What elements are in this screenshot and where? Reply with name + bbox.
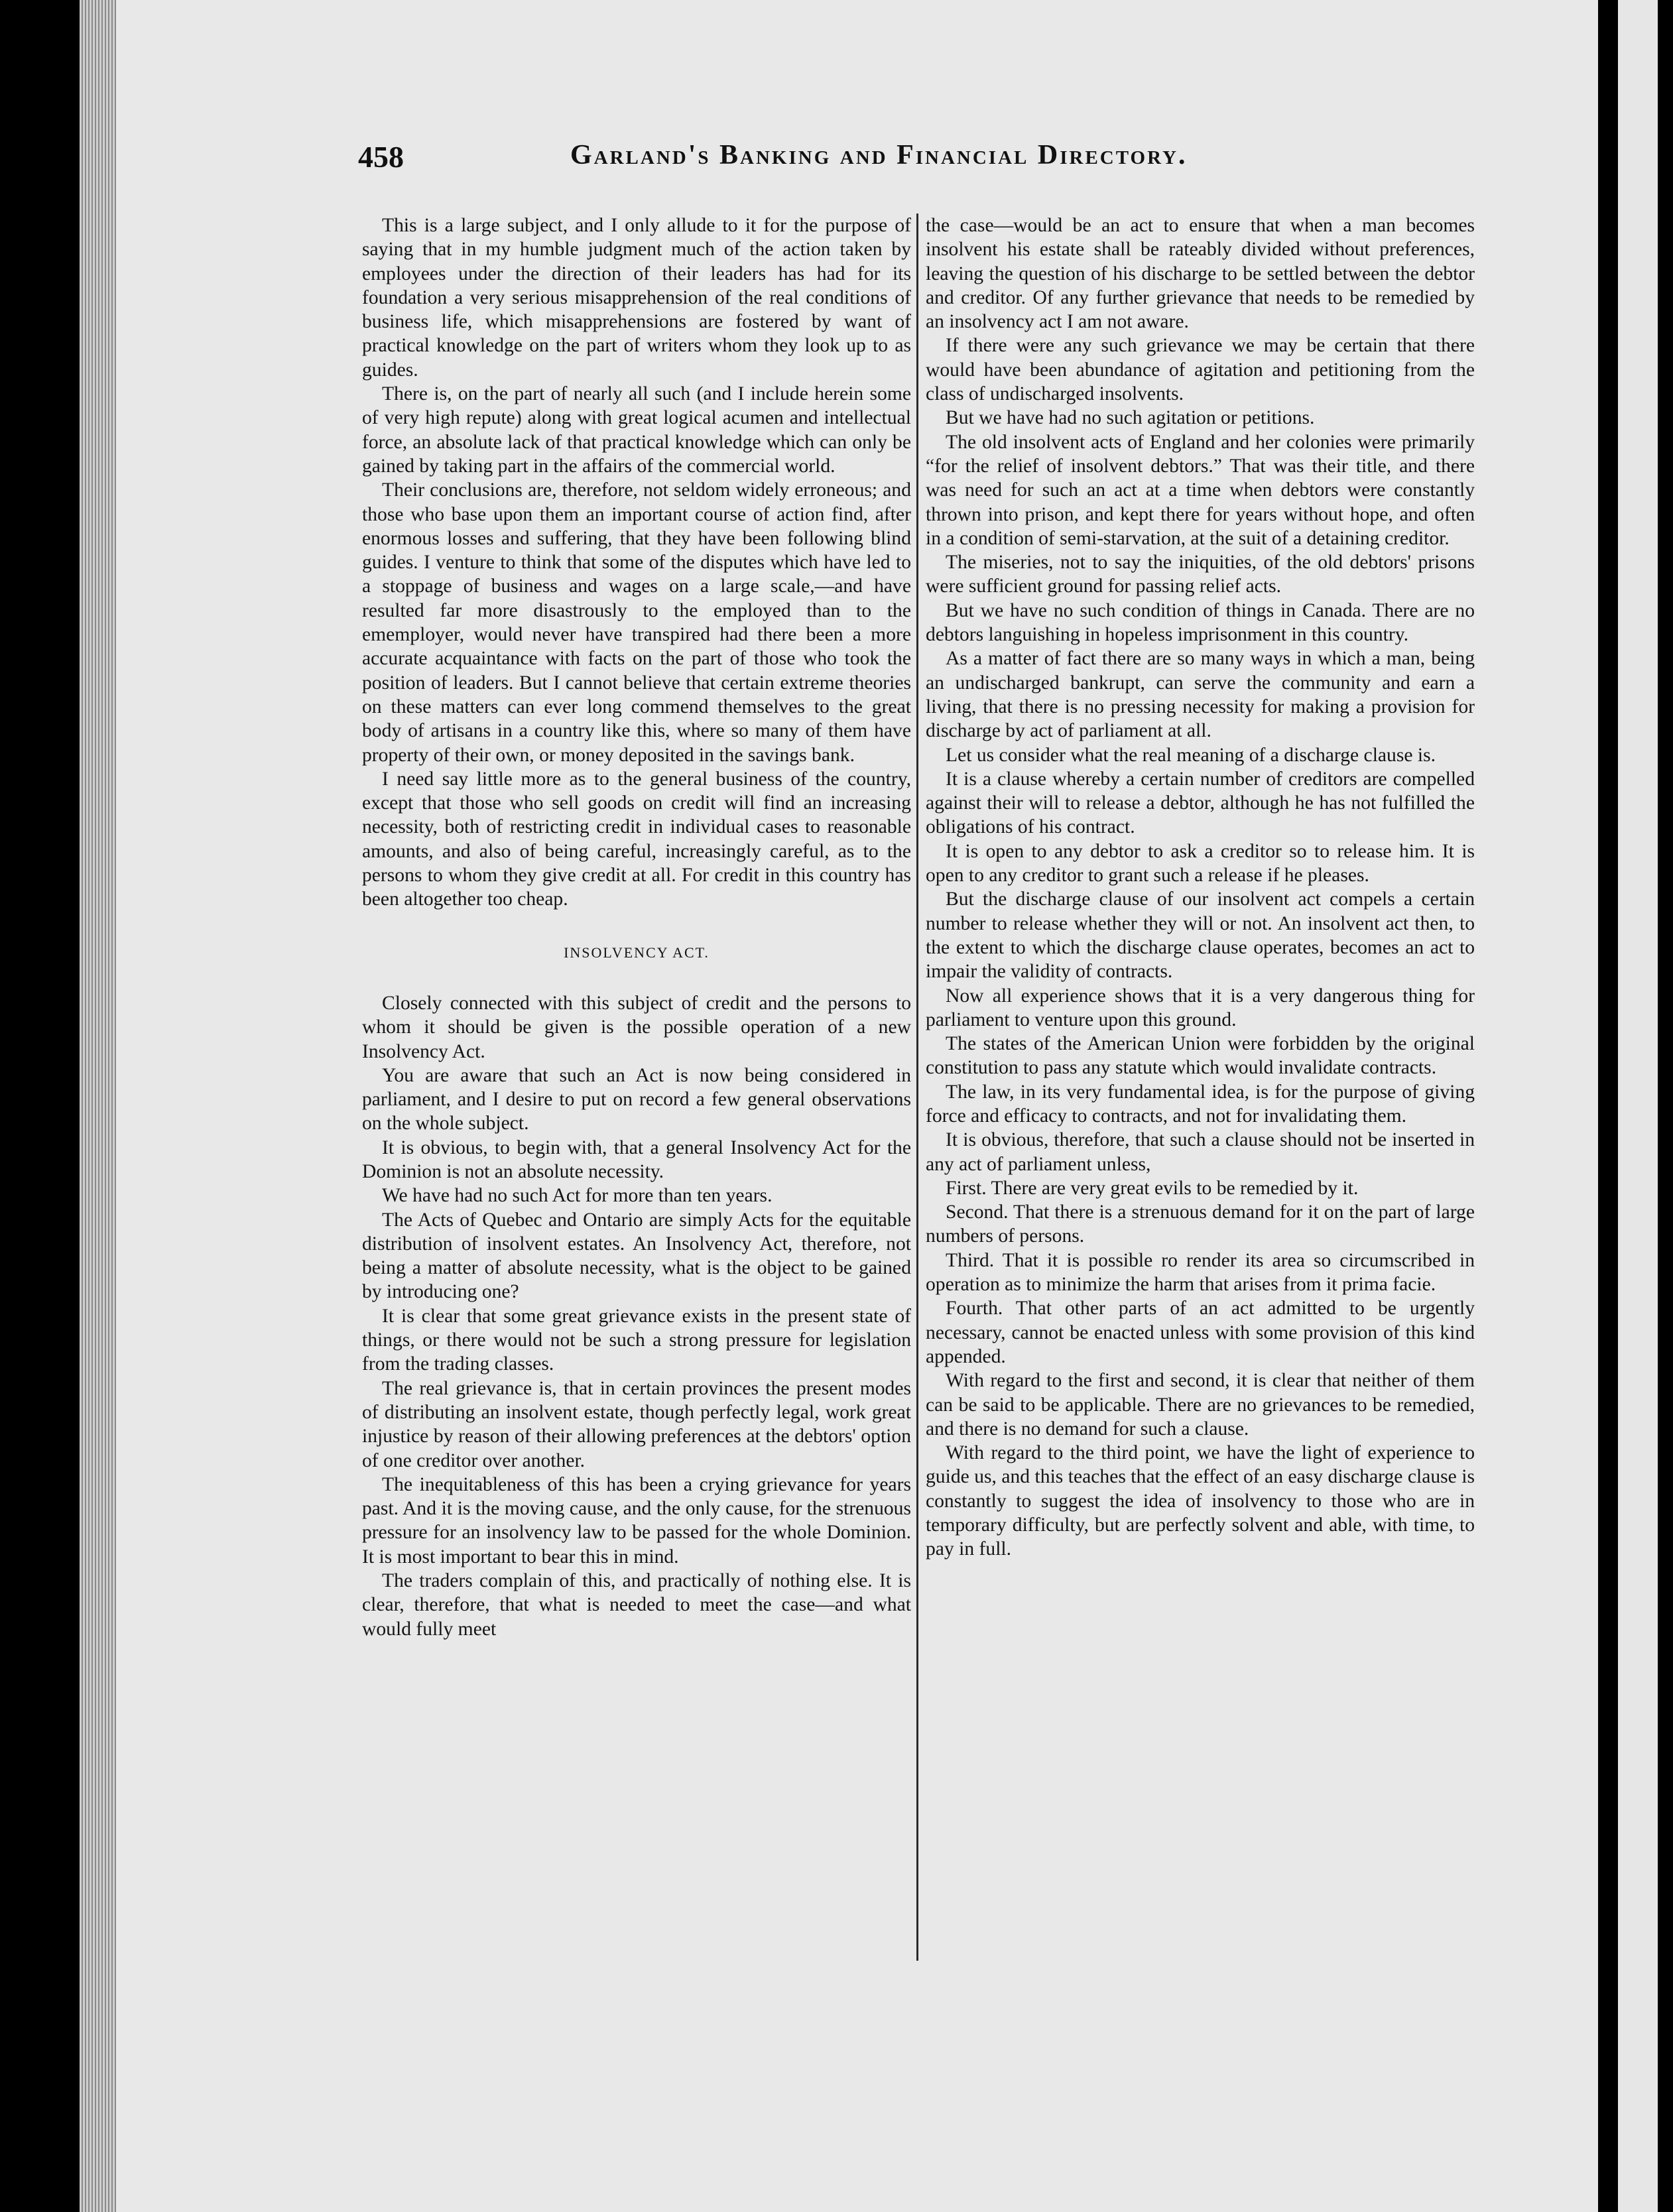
paragraph: It is open to any debtor to ask a creditor so to release him. It is open to any creditor to grant such a release if he pleases. bbox=[926, 840, 1475, 887]
paragraph: The real grievance is, that in certain provinces the present modes of distributing an insolvent estate, though perfectly legal, work great injustice by reason of their allowing preferences at the debtors' option of one creditor over another. bbox=[362, 1377, 911, 1471]
paragraph: Closely connected with this subject of credit and the persons to whom it should be given is the possible operation of a new Insolvency Act. bbox=[362, 992, 911, 1062]
section-heading: INSOLVENCY ACT. bbox=[564, 944, 710, 961]
paragraph: Third. That it is possible ro render its area so circumscribed in operation as to minimize the harm that arises from it prima facie. bbox=[926, 1249, 1475, 1296]
adjacent-page-edge bbox=[1618, 0, 1658, 2212]
paragraph: If there were any such grievance we may be certain that there would have been abundance of agitation and petitioning from the class of undischarged insolvents. bbox=[926, 335, 1475, 405]
paragraph: the case—would be an act to ensure that when a man becomes insolvent his estate shall be rateably divided without preferences, leaving the question of his discharge to be settled between the debtor and creditor. Of any further grievance that needs to be remedied by an insolvency act I am not aware. bbox=[926, 215, 1475, 333]
paragraph: I need say little more as to the general business of the country, except that those who sell goods on credit will find an increasing necessity, both of restricting credit in individual cases to reasonable amounts, and also of being careful, increasingly careful, as to the persons to whom they give credit at all. For credit in this country has been altogether too cheap. bbox=[362, 768, 911, 910]
paragraph: It is obvious, therefore, that such a clause should not be inserted in any act of parliament unless, bbox=[926, 1129, 1475, 1175]
paragraph: This is a large subject, and I only allude to it for the purpose of saying that in my humble judgment much of the action taken by employees under the direction of their leaders has had for its foundation a very serious misapprehension of the real conditions of business life, which misapprehensions are fostered by want of practical knowledge on the part of writers whom they look up to as guides. bbox=[362, 215, 911, 381]
paragraph: There is, on the part of nearly all such (and I include herein some of very high repute) along with great logical acumen and intellectual force, an absolute lack of that practical knowledge which can only be gained by taking part in the affairs of the commercial world. bbox=[362, 383, 911, 477]
paragraph: Second. That there is a strenuous demand for it on the part of large numbers of persons. bbox=[926, 1201, 1475, 1247]
paragraph: But we have no such condition of things in Canada. There are no debtors languishing in hopeless imprisonment in this country. bbox=[926, 599, 1475, 646]
paragraph: You are aware that such an Act is now being considered in parliament, and I desire to put on record a few general observations on the whole subject. bbox=[362, 1064, 911, 1135]
paragraph: With regard to the first and second, it is clear that neither of them can be said to be applicable. There are no grievances to be remedied, and there is no demand for such a clause. bbox=[926, 1370, 1475, 1440]
paragraph: The old insolvent acts of England and her colonies were primarily “for the relief of insolvent debtors.” That was their title, and there was need for such an act at a time when debtors were constantly thrown into prison, and kept there for years without hope, and often in a condition of semi-starvation, at the suit of a detaining creditor. bbox=[926, 431, 1475, 549]
paragraph: The law, in its very fundamental idea, is for the purpose of giving force and efficacy to contracts, and not for invalidating them. bbox=[926, 1081, 1475, 1127]
left-column bbox=[362, 214, 911, 1641]
paragraph: It is obvious, to begin with, that a general Insolvency Act for the Dominion is not an absolute necessity. bbox=[362, 1137, 911, 1182]
paragraph: But the discharge clause of our insolvent act compels a certain number to release whether they will or not. An insolvent act then, to the extent to which the discharge clause operates, becomes an act to impair the validity of contracts. bbox=[926, 889, 1475, 983]
page-header bbox=[358, 139, 1273, 179]
paragraph: The Acts of Quebec and Ontario are simply Acts for the equitable distribution of insolvent estates. An Insolvency Act, therefore, not being a matter of absolute necessity, what is the object to be gained by introducing one? bbox=[362, 1209, 911, 1303]
paragraph: The states of the American Union were forbidden by the original constitution to pass any statute which would invalidate contracts. bbox=[926, 1033, 1475, 1079]
paragraph: Now all experience shows that it is a very dangerous thing for parliament to venture upon this ground. bbox=[926, 985, 1475, 1030]
page-stack-edges bbox=[80, 0, 116, 2212]
paragraph: We have had no such Act for more than ten years. bbox=[382, 1185, 773, 1207]
paragraph: But we have had no such agitation or petitions. bbox=[946, 407, 1315, 429]
paragraph: As a matter of fact there are so many ways in which a man, being an undischarged bankrupt, can serve the community and earn a living, that there is no pressing necessity for making a provision for discharge by act of parliament at all. bbox=[926, 648, 1475, 742]
paragraph: The inequitableness of this has been a crying grievance for years past. And it is the moving cause, and the only cause, for the strenuous pressure for an insolvency law to be passed for the whole Dominion. It is most important to bear this in mind. bbox=[362, 1473, 911, 1567]
paragraph: Fourth. That other parts of an act admitted to be urgently necessary, cannot be enacted unless with some provision of this kind appended. bbox=[926, 1298, 1475, 1367]
paragraph: It is a clause whereby a certain number of creditors are compelled against their will to release a debtor, although he has not fulfilled the obligations of his contract. bbox=[926, 768, 1475, 838]
page-number: 458 bbox=[358, 140, 404, 174]
paragraph: Their conclusions are, therefore, not seldom widely erroneous; and those who base upon them an important course of action find, after enormous losses and suffering, that they have been following blind guides. I venture to think that some of the disputes which have led to a stoppage of business and wages on a large scale,—and have resulted far more disastrously to the employed than to the ememployer, would never have transpired had there been a more accurate acquaintance with facts on the part of those who took the position of leaders. But I cannot believe that certain extreme theories on these matters can ever long commend themselves to the great body of artisans in a country like this, where so many of them have property of their own, or money deposited in the savings bank. bbox=[362, 479, 911, 766]
paragraph: The traders complain of this, and practically of nothing else. It is clear, therefore, that what is needed to meet the case—and what would fully meet bbox=[362, 1570, 911, 1640]
paragraph: Let us consider what the real meaning of a discharge clause is. bbox=[946, 744, 1436, 766]
running-title: Garland's Banking and Financial Directory. bbox=[570, 140, 1188, 170]
paragraph: With regard to the third point, we have the light of experience to guide us, and this teaches that the effect of an easy discharge clause is constantly to suggest the idea of insolvency to those who are in temporary difficulty, but are perfectly solvent and able, with time, to pay in full. bbox=[926, 1442, 1475, 1560]
paragraph: The miseries, not to say the iniquities, of the old debtors' prisons were sufficient ground for passing relief acts. bbox=[926, 552, 1475, 597]
column-divider bbox=[916, 214, 918, 1961]
right-column bbox=[926, 214, 1475, 1562]
paragraph: It is clear that some great grievance exists in the present state of things, or there would not be such a strong pressure for legislation from the trading classes. bbox=[362, 1305, 911, 1375]
paragraph: First. There are very great evils to be remedied by it. bbox=[946, 1177, 1359, 1199]
